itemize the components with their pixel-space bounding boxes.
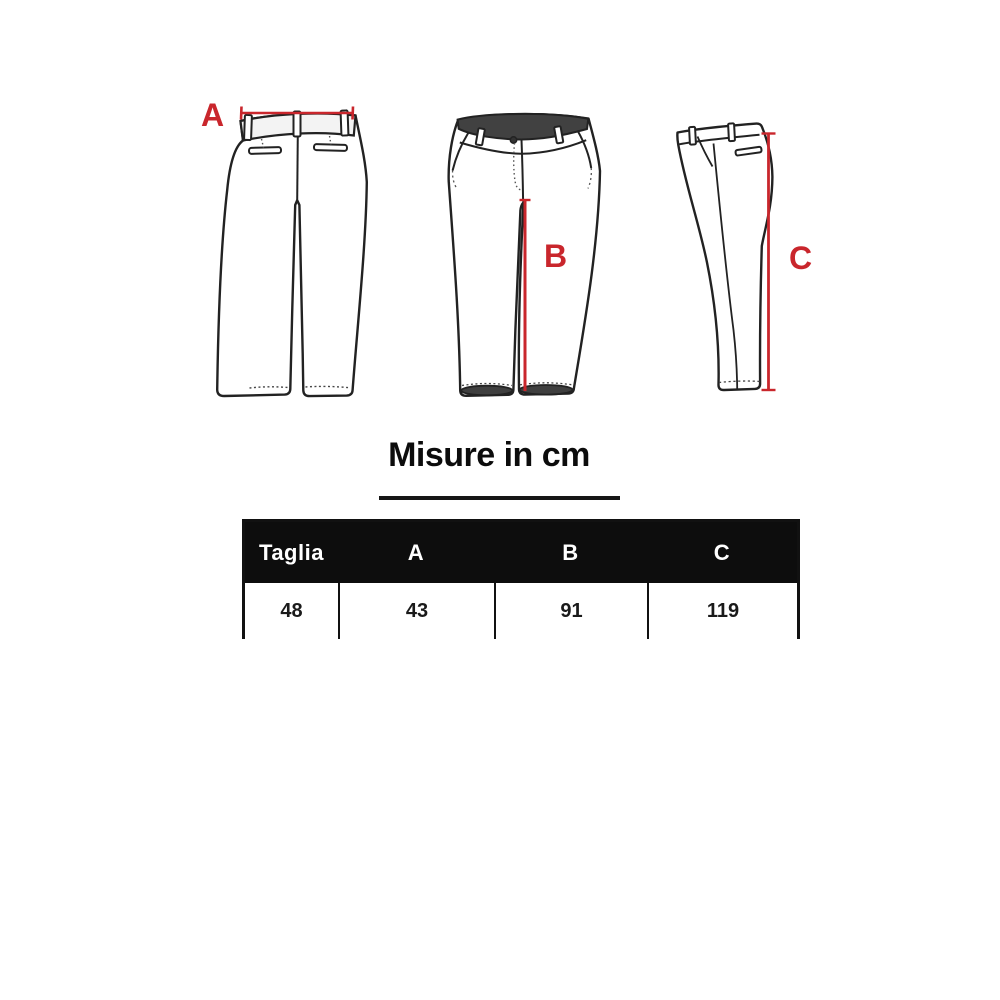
size-chart-title: Misure in cm xyxy=(388,436,590,474)
cell-a-value: 43 xyxy=(338,583,494,639)
size-table-header-row xyxy=(245,522,797,583)
header-cell-a: A xyxy=(407,539,425,565)
cell-b-value: 91 xyxy=(494,583,647,639)
pants-back-view-drawing xyxy=(217,110,367,396)
size-table-data-row xyxy=(245,583,797,639)
cell-taglia-value: 48 xyxy=(280,599,303,622)
header-cell-taglia: Taglia xyxy=(259,539,324,565)
back-belt-loop-left xyxy=(244,115,252,140)
measure-label-a: A xyxy=(201,97,225,133)
front-hem-inner-right xyxy=(520,385,573,395)
side-belt-loop-right xyxy=(728,123,735,141)
measure-label-b: B xyxy=(544,238,568,274)
back-pocket-left xyxy=(249,147,281,154)
back-belt-loop-center xyxy=(294,112,301,137)
back-center-seam xyxy=(297,134,298,200)
pants-side-view-drawing xyxy=(677,123,772,390)
header-cell-b: B xyxy=(562,539,579,565)
back-silhouette xyxy=(217,113,367,396)
side-belt-loop-left xyxy=(689,127,696,145)
front-hem-inner-left xyxy=(461,386,512,396)
measure-label-c: C xyxy=(789,240,813,276)
title-underline xyxy=(379,496,620,500)
front-button xyxy=(510,137,516,143)
size-table xyxy=(242,519,800,639)
cell-c-value: 119 xyxy=(647,583,797,639)
back-pocket-right xyxy=(314,144,347,151)
header-cell-c: C xyxy=(713,539,731,565)
